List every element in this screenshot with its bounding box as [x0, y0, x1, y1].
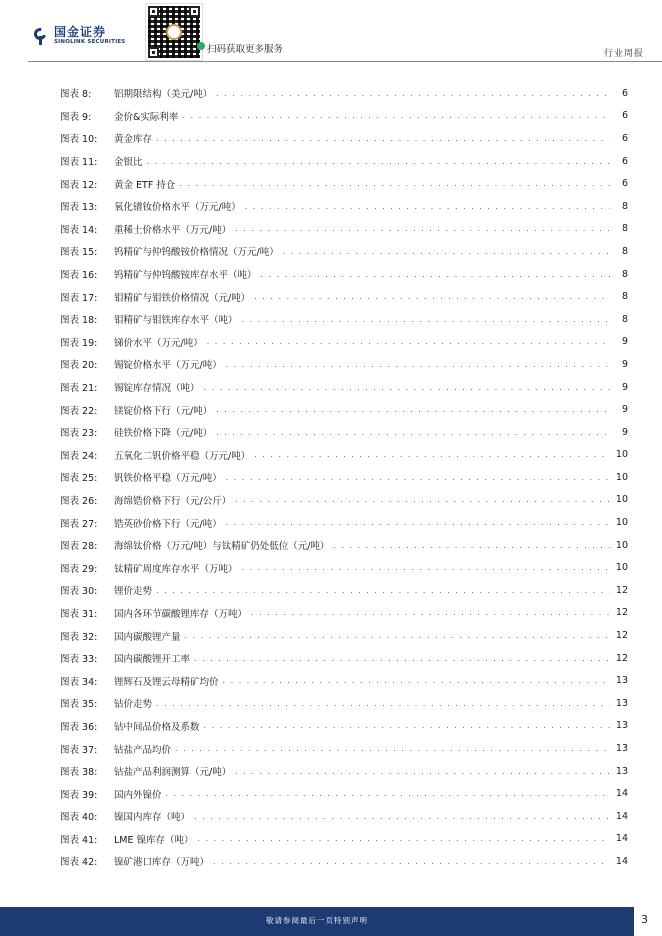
- dot-leader: [245, 202, 610, 211]
- figure-page-number: 14: [615, 788, 628, 800]
- dot-leader: [175, 744, 610, 753]
- figure-number: 图表 37:: [60, 744, 98, 756]
- figure-number: 图表 9:: [60, 111, 92, 123]
- figure-title: 锡锭价格水平（万元/吨）: [114, 360, 222, 372]
- figure-page-number: 10: [615, 494, 628, 506]
- figure-number: 图表 42:: [60, 857, 98, 869]
- dot-leader: [242, 315, 610, 324]
- dot-leader: [226, 473, 610, 482]
- figure-page-number: 12: [615, 652, 628, 664]
- toc-entry[interactable]: [60, 353, 628, 376]
- toc-entry[interactable]: [60, 195, 628, 218]
- figure-page-number: 12: [615, 630, 628, 642]
- dot-leader: [242, 563, 610, 572]
- figure-title: 氧化镨钕价格水平（万元/吨）: [114, 202, 241, 214]
- figure-page-number: 6: [621, 178, 628, 190]
- figure-title: 钛精矿周度库存水平（万吨）: [114, 563, 238, 575]
- logo-chinese-name: 国金证券: [54, 25, 107, 39]
- figure-title: 锡锭库存情况（吨）: [114, 383, 200, 395]
- toc-entry[interactable]: [60, 218, 628, 241]
- dot-leader: [194, 654, 610, 663]
- figure-page-number: 13: [615, 743, 628, 755]
- figure-number: 图表 33:: [60, 654, 98, 666]
- figure-page-number: 8: [621, 245, 628, 257]
- figure-title: 硅铁价格下降（元/吨）: [114, 428, 213, 440]
- figure-title: 黄金库存: [114, 134, 153, 146]
- toc-entry[interactable]: [60, 602, 628, 625]
- figure-number: 图表 18:: [60, 315, 98, 327]
- figure-title: 铝期限结构（美元/吨）: [114, 89, 213, 101]
- qr-code-icon[interactable]: [146, 4, 202, 60]
- toc-entry[interactable]: [60, 285, 628, 308]
- dot-leader: [261, 270, 610, 279]
- figure-title: 镁锭价格下行（元/吨）: [114, 405, 213, 417]
- figure-page-number: 8: [621, 223, 628, 235]
- header-divider: [28, 61, 662, 62]
- figure-page-number: 9: [621, 358, 628, 370]
- figure-title: 镍矿港口库存（万吨）: [114, 857, 210, 869]
- figure-number: 图表 29:: [60, 563, 98, 575]
- figure-page-number: 8: [621, 268, 628, 280]
- figure-number: 图表 28:: [60, 541, 98, 553]
- figure-page-number: 9: [621, 404, 628, 416]
- toc-entry[interactable]: [60, 850, 628, 873]
- toc-entry[interactable]: [60, 669, 628, 692]
- toc-entry[interactable]: [60, 647, 628, 670]
- figure-number: 图表 36:: [60, 721, 98, 733]
- figure-title: 锂辉石及锂云母精矿均价: [114, 676, 219, 688]
- figure-number: 图表 30:: [60, 586, 98, 598]
- toc-entry[interactable]: [60, 579, 628, 602]
- toc-entry[interactable]: [60, 828, 628, 851]
- figure-number: 图表 27:: [60, 518, 98, 530]
- figure-page-number: 10: [615, 517, 628, 529]
- figure-title: 钴盐产品均价: [114, 744, 172, 756]
- figure-title: 国内各环节碳酸锂库存（万吨）: [114, 608, 248, 620]
- dot-leader: [166, 789, 610, 798]
- dot-leader: [179, 179, 610, 188]
- figure-title: 国内碳酸锂开工率: [114, 654, 191, 666]
- toc-entry[interactable]: [60, 127, 628, 150]
- footer-disclaimer: 敬请参阅最后一页特别声明: [266, 916, 368, 925]
- figure-number: 图表 21:: [60, 383, 98, 395]
- figure-number: 图表 31:: [60, 608, 98, 620]
- logo-mark-icon: [34, 27, 50, 45]
- figure-title: 钴中间品价格及系数: [114, 721, 200, 733]
- figure-title: 重稀土价格水平（万元/吨）: [114, 224, 232, 236]
- toc-entry[interactable]: [60, 421, 628, 444]
- dot-leader: [207, 337, 610, 346]
- figure-title: 金价&实际利率: [114, 111, 179, 123]
- figure-page-number: 14: [615, 855, 628, 867]
- figure-title: 国内外镍价: [114, 789, 162, 801]
- figure-title: 钨精矿与仲钨酸铵库存水平（吨）: [114, 270, 257, 282]
- toc-entry[interactable]: [60, 760, 628, 783]
- figure-page-number: 14: [615, 810, 628, 822]
- figure-page-number: 6: [621, 155, 628, 167]
- toc-entry[interactable]: [60, 805, 628, 828]
- figure-page-number: 9: [621, 336, 628, 348]
- dot-leader: [223, 676, 610, 685]
- dot-leader: [216, 428, 610, 437]
- figure-title: 钨精矿与仲钨酸铵价格情况（万元/吨）: [114, 247, 279, 259]
- figure-number: 图表 15:: [60, 247, 98, 259]
- toc-entry[interactable]: [60, 737, 628, 760]
- figure-number: 图表 35:: [60, 699, 98, 711]
- scan-prompt: 扫码获取更多服务: [207, 44, 284, 55]
- dot-leader: [182, 111, 610, 120]
- toc-entry[interactable]: [60, 511, 628, 534]
- figure-title: 钴价走势: [114, 699, 153, 711]
- dot-leader: [204, 383, 610, 392]
- qr-center-seal-icon: [166, 24, 182, 40]
- figure-title: 钼精矿与钼铁库存水平（吨）: [114, 315, 238, 327]
- toc-entry[interactable]: [60, 331, 628, 354]
- figure-title: 海绵锆价格下行（元/公斤）: [114, 495, 232, 507]
- toc-entry[interactable]: [60, 782, 628, 805]
- figure-page-number: 6: [621, 132, 628, 144]
- figure-number: 图表 23:: [60, 428, 98, 440]
- wechat-icon: [197, 42, 205, 50]
- figure-page-number: 12: [615, 607, 628, 619]
- figure-title: 海绵钛价格（万元/吨）与钛精矿仍处低位（元/吨）: [114, 541, 330, 553]
- figure-page-number: 10: [615, 449, 628, 461]
- figure-title: 锂价走势: [114, 586, 153, 598]
- figure-list: [60, 82, 628, 873]
- toc-entry[interactable]: [60, 240, 628, 263]
- dot-leader: [204, 721, 610, 730]
- company-logo: [34, 26, 125, 46]
- dot-leader: [254, 450, 610, 459]
- figure-number: 图表 25:: [60, 473, 98, 485]
- figure-title: 钼精矿与钼铁价格情况（元/吨）: [114, 292, 251, 304]
- figure-page-number: 14: [615, 833, 628, 845]
- figure-number: 图表 24:: [60, 450, 98, 462]
- toc-entry[interactable]: [60, 263, 628, 286]
- figure-number: 图表 14:: [60, 224, 98, 236]
- figure-number: 图表 10:: [60, 134, 98, 146]
- figure-number: 图表 38:: [60, 767, 98, 779]
- toc-entry[interactable]: [60, 105, 628, 128]
- figure-page-number: 9: [621, 426, 628, 438]
- figure-title: 金银比: [114, 157, 143, 169]
- figure-page-number: 8: [621, 313, 628, 325]
- toc-entry[interactable]: [60, 534, 628, 557]
- figure-number: 图表 13:: [60, 202, 98, 214]
- figure-number: 图表 39:: [60, 789, 98, 801]
- dot-leader: [235, 767, 610, 776]
- dot-leader: [226, 360, 610, 369]
- page-header: [0, 0, 662, 62]
- figure-title: 镍国内库存（吨）: [114, 812, 191, 824]
- dot-leader: [216, 405, 610, 414]
- figure-number: 图表 17:: [60, 292, 98, 304]
- dot-leader: [333, 541, 610, 550]
- toc-entry[interactable]: [60, 376, 628, 399]
- dot-leader: [156, 134, 610, 143]
- dot-leader: [254, 292, 610, 301]
- dot-leader: [156, 699, 610, 708]
- figure-page-number: 9: [621, 381, 628, 393]
- figure-page-number: 8: [621, 200, 628, 212]
- figure-page-number: 10: [615, 539, 628, 551]
- toc-entry[interactable]: [60, 624, 628, 647]
- toc-entry[interactable]: [60, 172, 628, 195]
- toc-entry[interactable]: [60, 444, 628, 467]
- figure-title: 五氧化二钒价格平稳（万元/吨）: [114, 450, 251, 462]
- figure-title: 锑价水平（万元/吨）: [114, 337, 203, 349]
- figure-number: 图表 26:: [60, 495, 98, 507]
- toc-entry[interactable]: [60, 82, 628, 105]
- figure-number: 图表 20:: [60, 360, 98, 372]
- toc-entry[interactable]: [60, 150, 628, 173]
- figure-number: 图表 19:: [60, 337, 98, 349]
- figure-number: 图表 32:: [60, 631, 98, 643]
- figure-number: 图表 22:: [60, 405, 98, 417]
- figure-page-number: 10: [615, 562, 628, 574]
- toc-entry[interactable]: [60, 398, 628, 421]
- figure-title: 钒铁价格平稳（万元/吨）: [114, 473, 222, 485]
- page-number: 3: [641, 913, 648, 926]
- figure-page-number: 8: [621, 291, 628, 303]
- figure-page-number: 13: [615, 675, 628, 687]
- figure-page-number: 6: [621, 110, 628, 122]
- dot-leader: [213, 857, 610, 866]
- report-type-label: 行业周报: [603, 49, 644, 59]
- dot-leader: [194, 812, 610, 821]
- figure-title: LME 镍库存（吨）: [114, 834, 194, 846]
- figure-page-number: 12: [615, 584, 628, 596]
- figure-title: 钴盐产品利润测算（元/吨）: [114, 767, 232, 779]
- figure-number: 图表 34:: [60, 676, 98, 688]
- dot-leader: [226, 518, 610, 527]
- toc-entry[interactable]: [60, 556, 628, 579]
- figure-number: 图表 8:: [60, 89, 92, 101]
- figure-title: 锆英砂价格下行（元/吨）: [114, 518, 222, 530]
- logo-english-name: SINOLINK SECURITIES: [54, 39, 126, 45]
- figure-page-number: 13: [615, 697, 628, 709]
- dot-leader: [283, 247, 610, 256]
- toc-entry[interactable]: [60, 692, 628, 715]
- dot-leader: [147, 157, 610, 166]
- dot-leader: [235, 224, 610, 233]
- dot-leader: [251, 608, 610, 617]
- figure-title: 国内碳酸锂产量: [114, 631, 181, 643]
- figure-title: 黄金 ETF 持仓: [114, 179, 176, 191]
- figure-page-number: 6: [621, 87, 628, 99]
- figure-page-number: 13: [615, 720, 628, 732]
- figure-number: 图表 41:: [60, 834, 98, 846]
- dot-leader: [198, 834, 610, 843]
- figure-page-number: 10: [615, 471, 628, 483]
- toc-entry[interactable]: [60, 715, 628, 738]
- toc-entry[interactable]: [60, 308, 628, 331]
- figure-number: 图表 12:: [60, 179, 98, 191]
- toc-entry[interactable]: [60, 466, 628, 489]
- dot-leader: [216, 89, 610, 98]
- figure-number: 图表 40:: [60, 812, 98, 824]
- toc-entry[interactable]: [60, 489, 628, 512]
- dot-leader: [185, 631, 610, 640]
- figure-number: 图表 11:: [60, 157, 98, 169]
- figure-number: 图表 16:: [60, 270, 98, 282]
- dot-leader: [235, 495, 610, 504]
- dot-leader: [156, 586, 610, 595]
- figure-page-number: 13: [615, 765, 628, 777]
